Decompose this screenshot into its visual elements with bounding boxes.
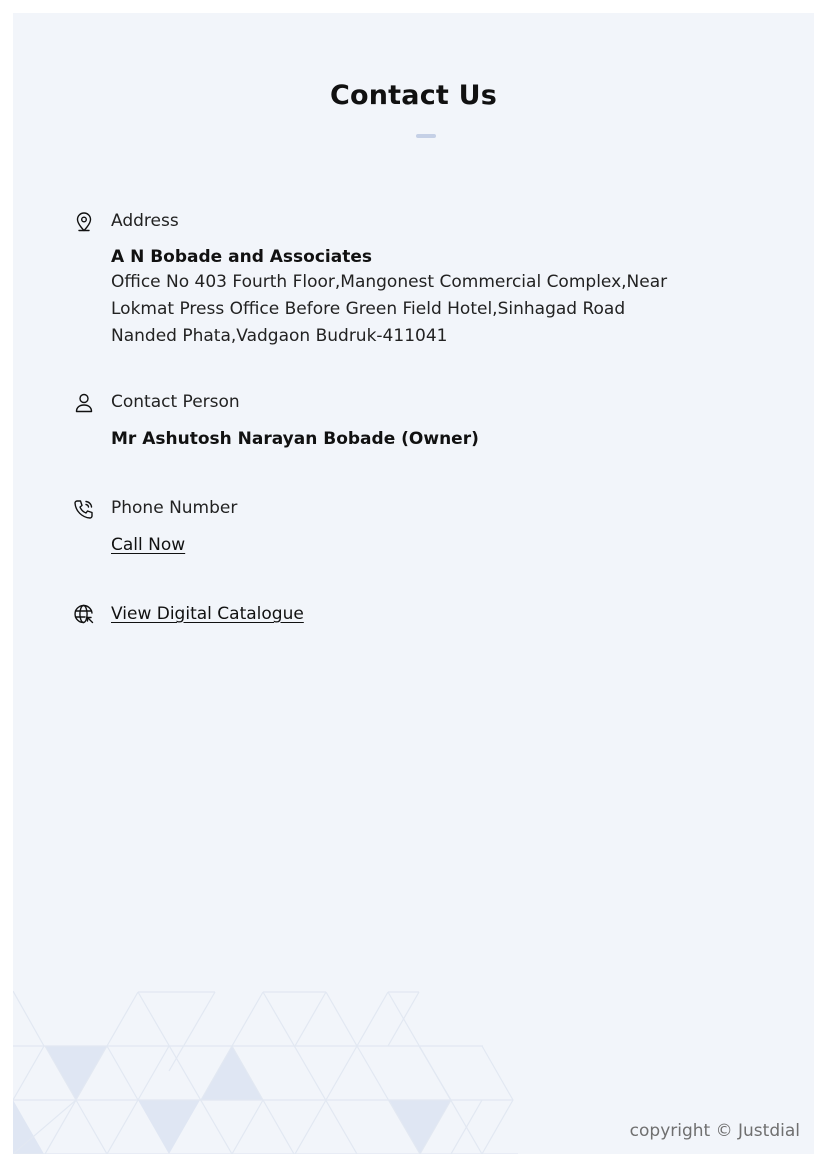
address-line: Office No 403 Fourth Floor,Mangonest Commercial Complex,Near — [111, 272, 668, 292]
address-line: Lokmat Press Office Before Green Field Hotel,Sinhagad Road — [111, 299, 626, 319]
title-underline — [416, 134, 436, 138]
contact-person-name: Mr Ashutosh Narayan Bobade (Owner) — [111, 429, 479, 449]
business-name: A N Bobade and Associates — [111, 247, 373, 267]
decorative-triangle-pattern — [13, 991, 533, 1154]
globe-icon — [73, 603, 95, 625]
call-now-link[interactable]: Call Now — [111, 535, 186, 555]
contact-person-label: Contact Person — [111, 392, 240, 412]
address-line: Nanded Phata,Vadgaon Budruk-411041 — [111, 326, 448, 346]
contact-page — [13, 13, 814, 1154]
view-digital-catalogue-link[interactable]: View Digital Catalogue — [111, 604, 304, 624]
address-label: Address — [111, 211, 179, 231]
location-pin-icon — [73, 211, 95, 233]
address-text — [111, 269, 667, 350]
person-icon — [73, 392, 95, 414]
phone-label: Phone Number — [111, 498, 238, 518]
page-title: Contact Us — [329, 80, 498, 111]
copyright-text: copyright © Justdial — [629, 1121, 800, 1141]
phone-icon — [73, 498, 95, 520]
